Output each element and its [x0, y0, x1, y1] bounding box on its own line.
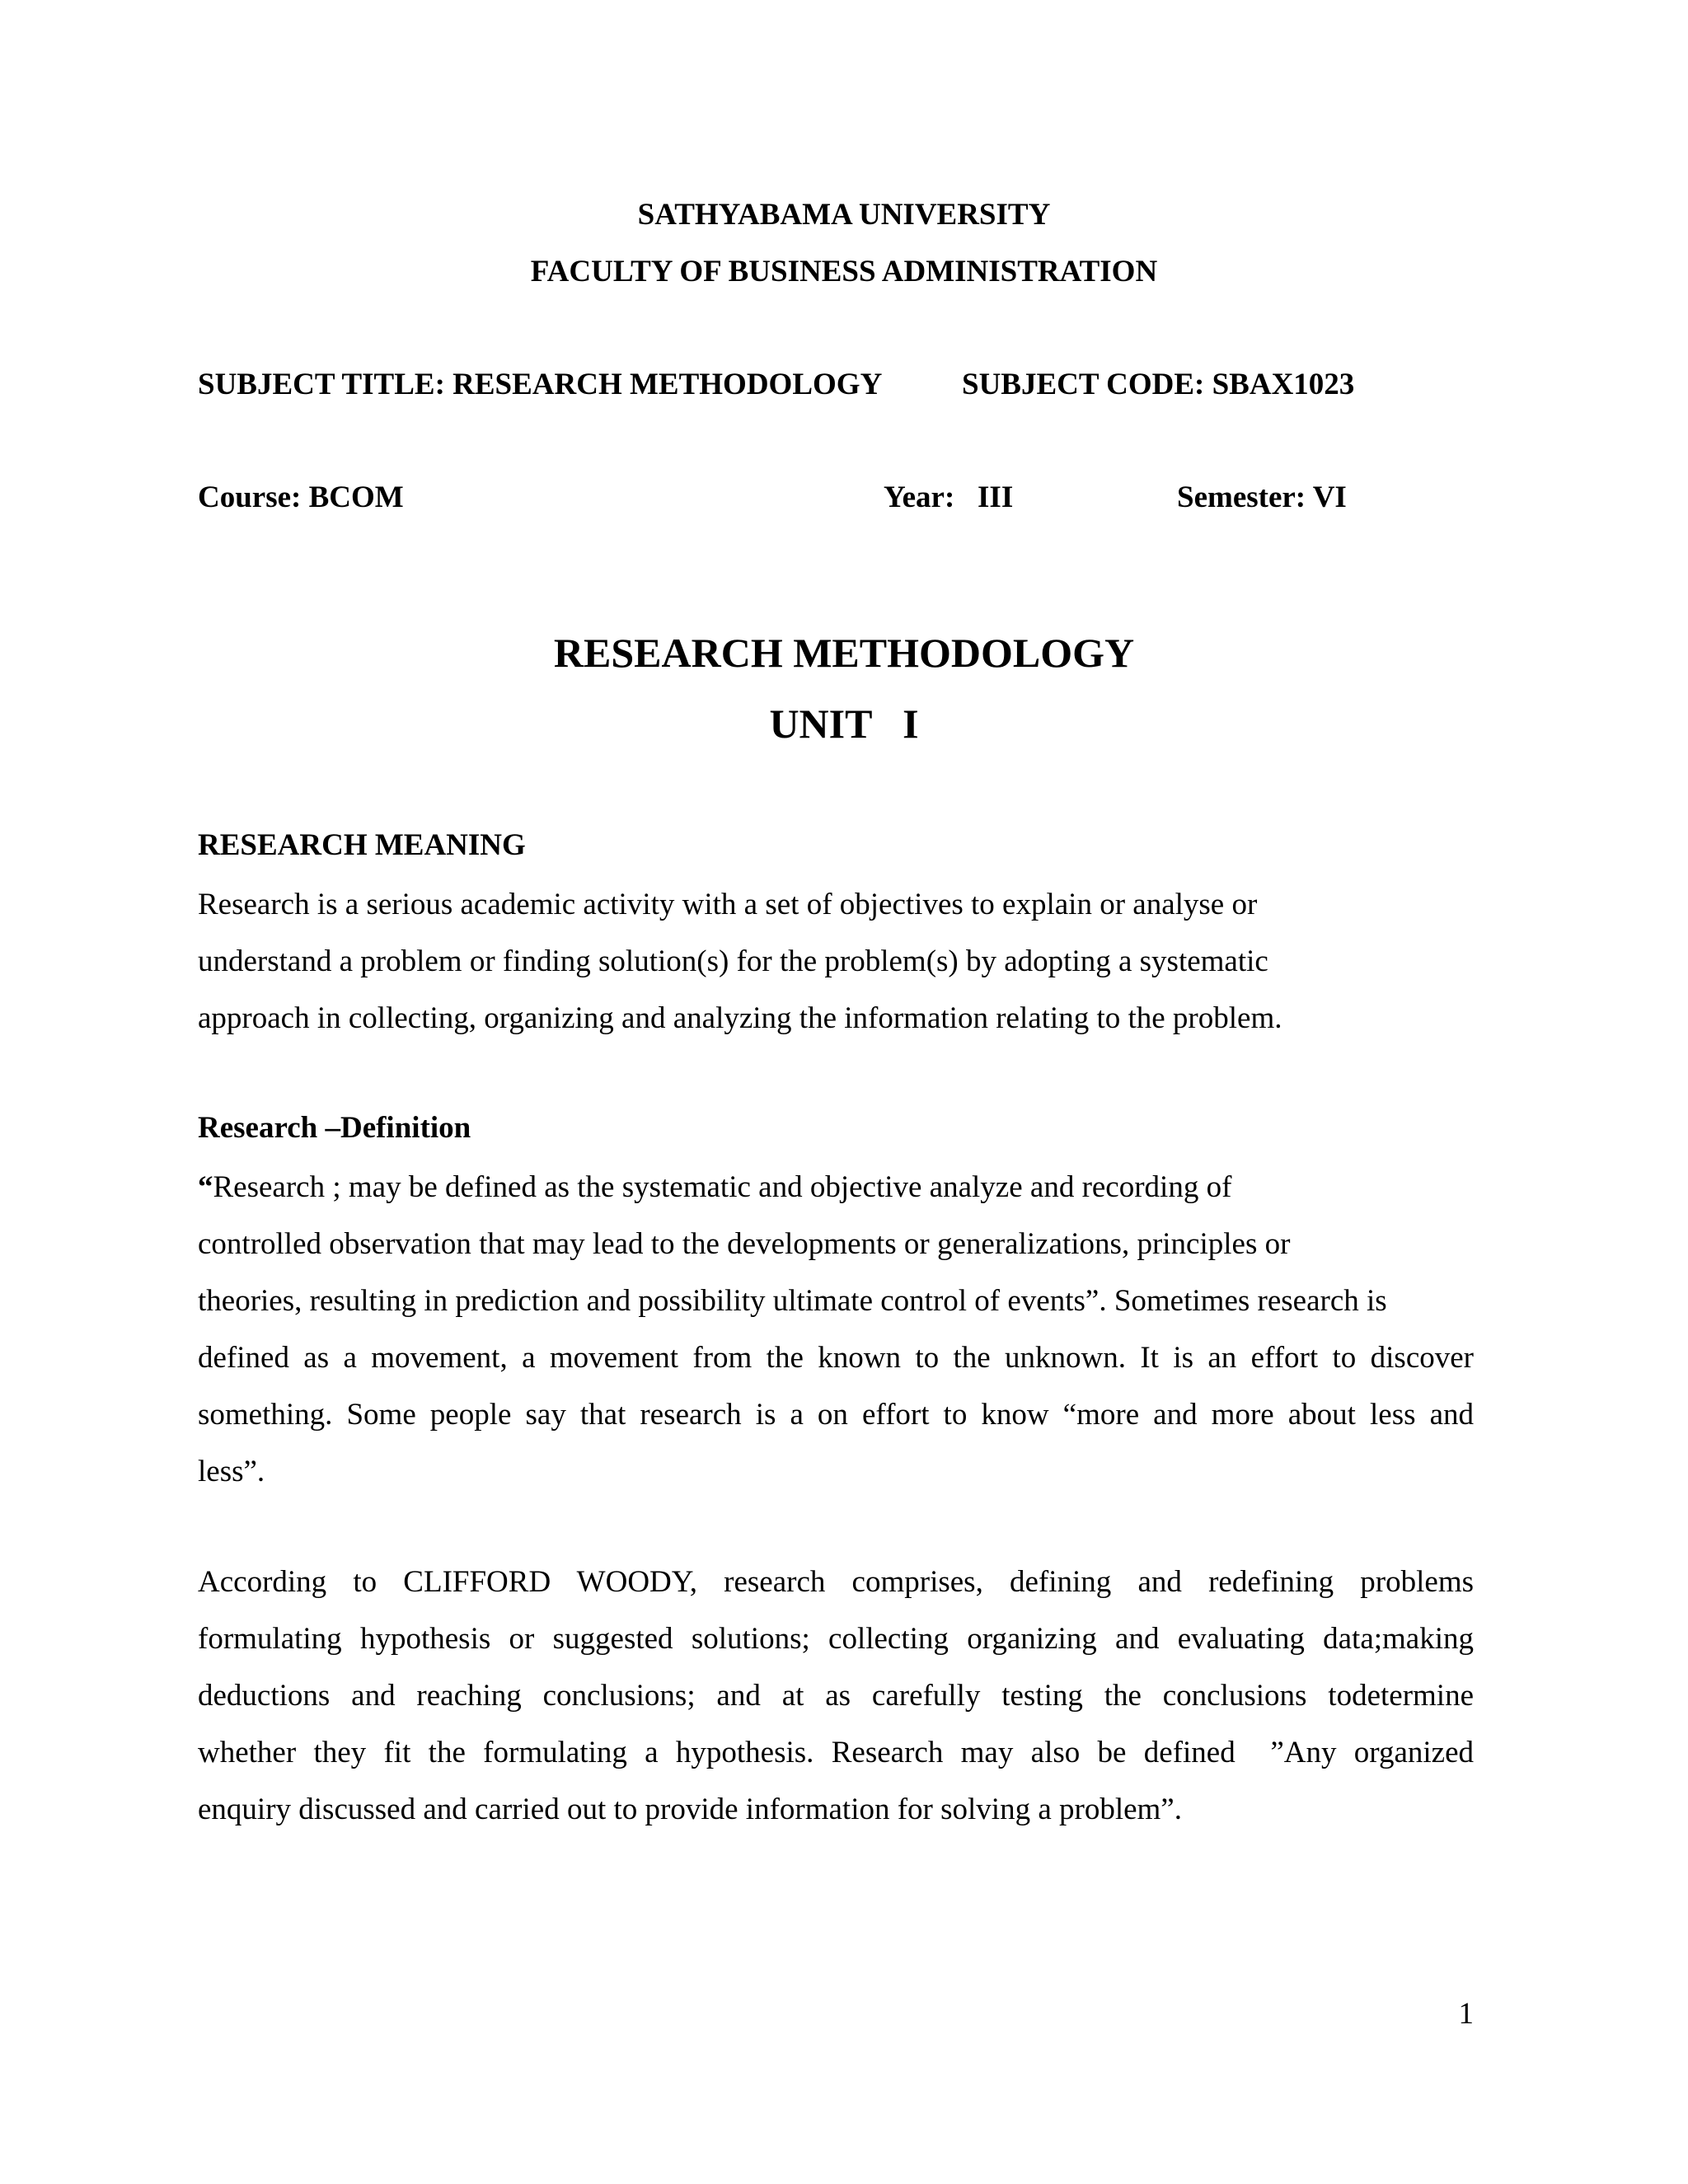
paragraph-line: According to CLIFFORD WOODY, research comprises, defining and redefining problems [198, 1565, 1474, 1599]
university-name: SATHYABAMA UNIVERSITY [637, 198, 1051, 232]
page-number: 1 [1458, 1997, 1474, 2031]
unit-title: UNIT I [769, 701, 919, 747]
section-heading-meaning: RESEARCH MEANING [198, 828, 526, 862]
paragraph-line: less”. [198, 1455, 265, 1488]
course-label: Course: BCOM [198, 480, 404, 514]
subject-title: SUBJECT TITLE: RESEARCH METHODOLOGY [198, 368, 883, 401]
paragraph-line [198, 1159, 1474, 1216]
paragraph-line: enquiry discussed and carried out to provide information for solving a problem”. [198, 1793, 1182, 1826]
semester-label: Semester: VI [1177, 480, 1347, 514]
paragraph-line: understand a problem or finding solution(s) for the problem(s) by adopting a systematic [198, 944, 1268, 978]
open-quote: “ [198, 1170, 213, 1204]
paragraph-line: deductions and reaching conclusions; and at as carefully testing the conclusions todetermine [198, 1679, 1474, 1713]
paragraph-line: approach in collecting, organizing and analyzing the information relating to the problem. [198, 1001, 1282, 1035]
section-heading-definition: Research –Definition [198, 1111, 471, 1145]
paragraph-line: theories, resulting in prediction and possibility ultimate control of events”. Sometimes research is [198, 1284, 1387, 1318]
faculty-name: FACULTY OF BUSINESS ADMINISTRATION [530, 255, 1158, 288]
paragraph-line: formulating hypothesis or suggested solutions; collecting organizing and evaluating data;making [198, 1622, 1474, 1656]
woody-paragraph [198, 1554, 1474, 1838]
definition-paragraph [198, 1159, 1474, 1500]
paragraph-text: Research ; may be defined as the systematic and objective analyze and recording of [213, 1170, 1232, 1204]
paragraph-line: something. Some people say that research is a on effort to know “more and more about less and [198, 1398, 1474, 1432]
paragraph-line: controlled observation that may lead to the developments or generalizations, principles or [198, 1227, 1291, 1261]
document-title: RESEARCH METHODOLOGY [553, 630, 1135, 676]
subject-code: SUBJECT CODE: SBAX1023 [962, 368, 1355, 401]
paragraph-line: Research is a serious academic activity with a set of objectives to explain or analyse or [198, 888, 1258, 921]
meaning-paragraph [198, 876, 1474, 1047]
year-label: Year: III [884, 480, 1014, 514]
paragraph-line: defined as a movement, a movement from the known to the unknown. It is an effort to discover [198, 1341, 1474, 1375]
paragraph-line: whether they fit the formulating a hypothesis. Research may also be defined ”Any organized [198, 1736, 1474, 1769]
